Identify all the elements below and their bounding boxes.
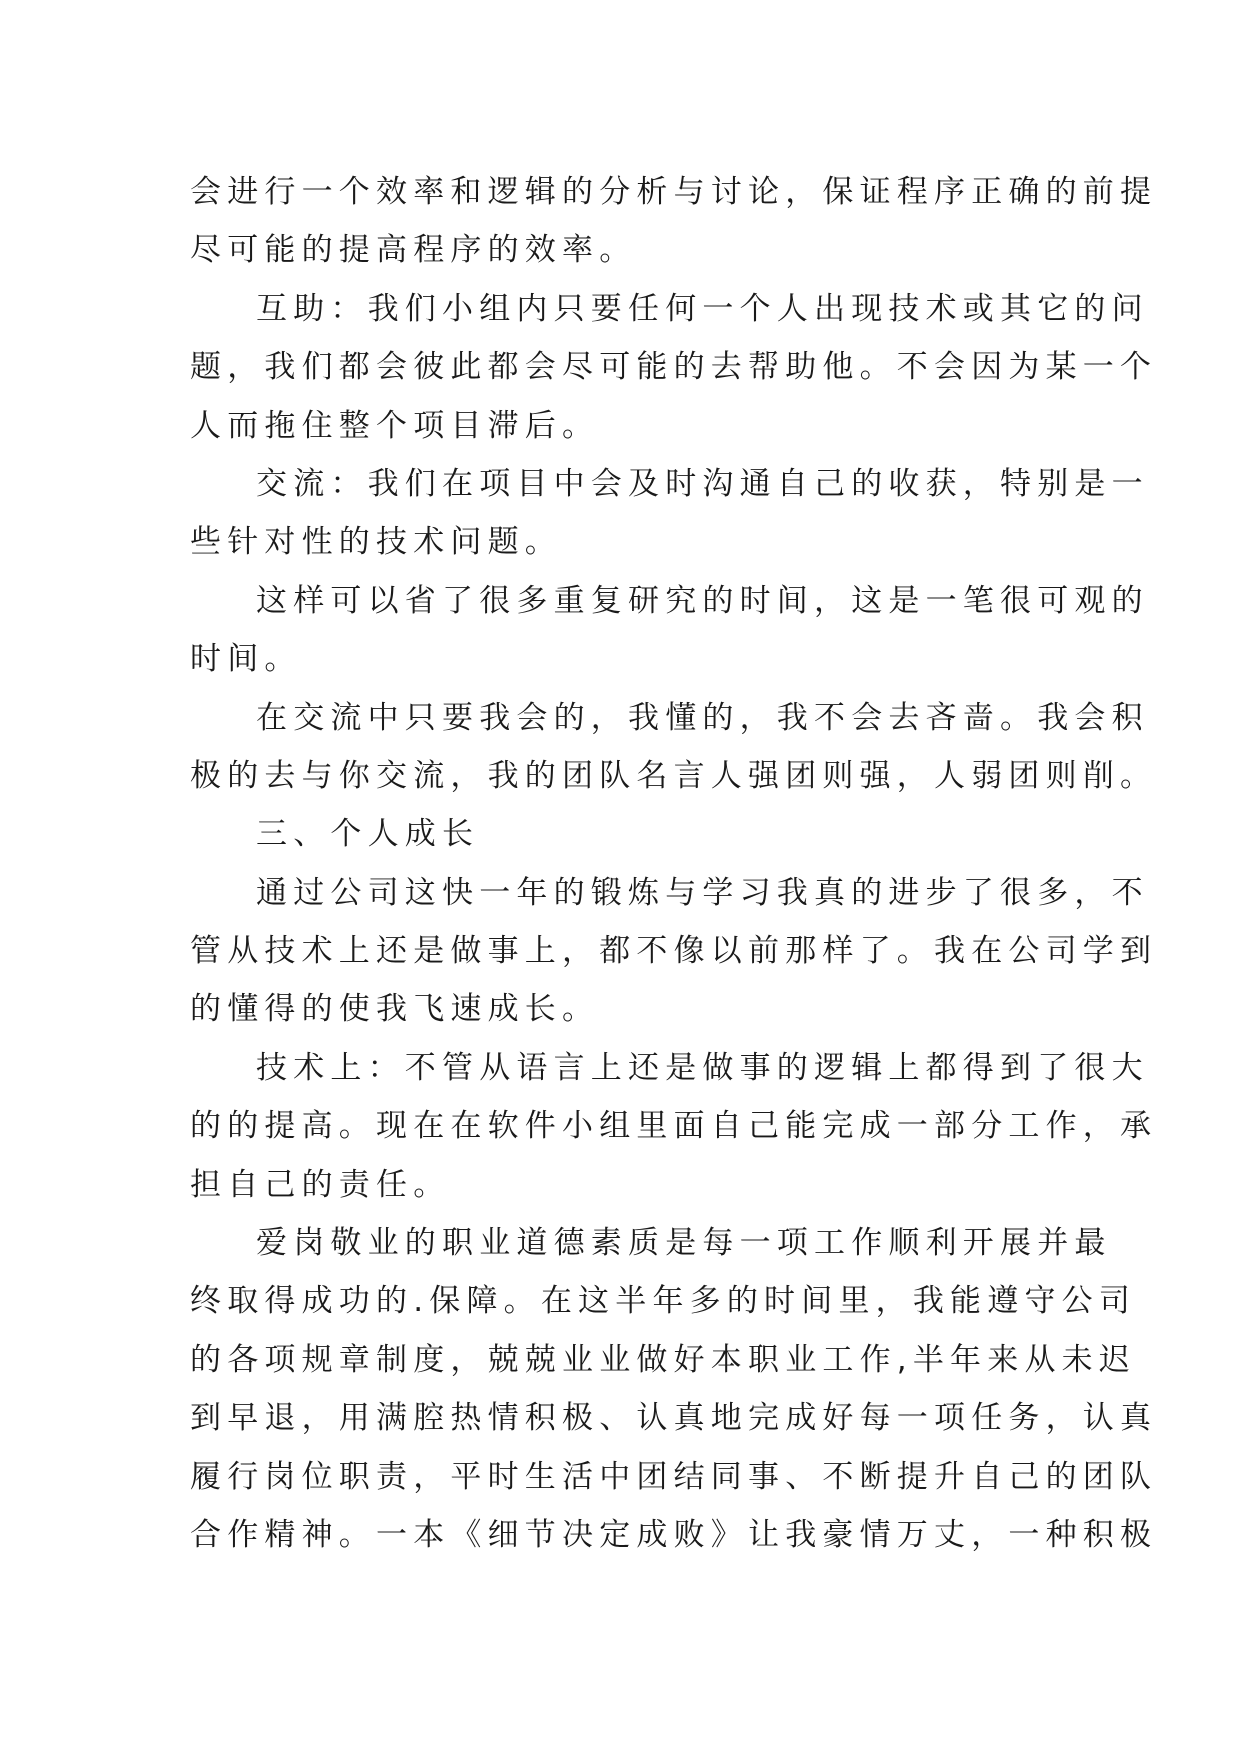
text-line: 的懂得的使我飞速成长。	[190, 991, 600, 1028]
text-line: 到早退，用满腔热情积极、认真地完成好每一项任务，认真	[190, 1400, 1158, 1437]
text-line: 技术上：不管从语言上还是做事的逻辑上都得到了很大	[256, 1049, 1149, 1086]
text-line: 些针对性的技术问题。	[190, 524, 562, 561]
text-line: 互助：我们小组内只要任何一个人出现技术或其它的问	[256, 290, 1149, 327]
text-line: 会进行一个效率和逻辑的分析与讨论，保证程序正确的前提	[190, 174, 1158, 210]
text-line: 履行岗位职责，平时生活中团结同事、不断提升自己的团队	[190, 1458, 1158, 1495]
text-line: 终取得成功的.保障。在这半年多的时间里，我能遵守公司	[190, 1283, 1137, 1320]
text-line: 题，我们都会彼此都会尽可能的去帮助他。不会因为某一个	[190, 349, 1158, 386]
text-line: 管从技术上还是做事上，都不像以前那样了。我在公司学到	[190, 933, 1158, 970]
text-line: 尽可能的提高程序的效率。	[190, 232, 637, 269]
text-line: 人而拖住整个项目滞后。	[190, 407, 600, 444]
text-line: 时间。	[190, 641, 302, 678]
text-line: 的各项规章制度，兢兢业业做好本职业工作,半年来从未迟	[190, 1341, 1137, 1378]
text-line: 担自己的责任。	[190, 1166, 451, 1203]
text-line: 合作精神。一本《细节决定成败》让我豪情万丈，一种积极	[190, 1516, 1158, 1553]
text-line: 在交流中只要我会的，我懂的，我不会去吝啬。我会积	[256, 699, 1149, 736]
document-body	[190, 163, 1158, 1564]
text-line: 三、个人成长	[256, 816, 480, 853]
text-line: 这样可以省了很多重复研究的时间，这是一笔很可观的	[256, 582, 1149, 619]
text-line: 通过公司这快一年的锻炼与学习我真的进步了很多，不	[256, 874, 1149, 911]
text-line: 交流：我们在项目中会及时沟通自己的收获，特别是一	[256, 465, 1149, 502]
text-line: 爱岗敬业的职业道德素质是每一项工作顺利开展并最	[256, 1225, 1112, 1262]
text-line: 极的去与你交流，我的团队名言人强团则强，人弱团则削。	[190, 757, 1158, 794]
text-line: 的的提高。现在在软件小组里面自己能完成一部分工作，承	[190, 1108, 1158, 1145]
